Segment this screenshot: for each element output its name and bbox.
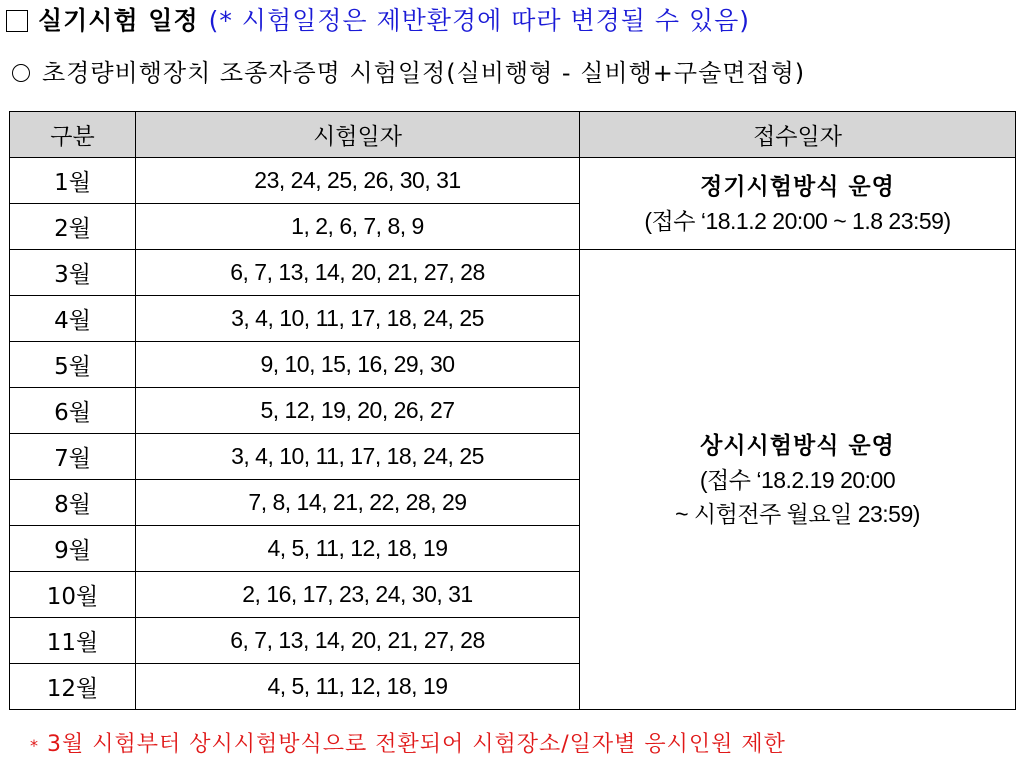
section-title-line [6, 2, 1020, 40]
exam-dates-cell: 1, 2, 6, 7, 8, 9 [136, 204, 580, 250]
section-title: 실기시험 일정 [38, 6, 199, 35]
exam-dates-cell: 3, 4, 10, 11, 17, 18, 24, 25 [136, 434, 580, 480]
exam-dates-cell: 6, 7, 13, 14, 20, 21, 27, 28 [136, 618, 580, 664]
exam-dates-cell: 3, 4, 10, 11, 17, 18, 24, 25 [136, 296, 580, 342]
exam-dates-cell: 6, 7, 13, 14, 20, 21, 27, 28 [136, 250, 580, 296]
column-header-exam-dates: 시험일자 [136, 112, 580, 158]
month-cell: 4월 [10, 296, 136, 342]
schedule-change-note: (* 시험일정은 제반환경에 따라 변경될 수 있음) [208, 6, 750, 35]
month-cell: 7월 [10, 434, 136, 480]
table-row [10, 158, 1016, 204]
regular-application-cell [580, 158, 1016, 250]
month-cell: 9월 [10, 526, 136, 572]
always-method-title: 상시시험방식 운영 [700, 432, 895, 459]
footer-note-text: 3월 시험부터 상시시험방식으로 전환되어 시험장소/일자별 응시인원 제한 [47, 732, 786, 757]
exam-dates-cell: 23, 24, 25, 26, 30, 31 [136, 158, 580, 204]
subtitle: 초경량비행장치 조종자증명 시험일정(실비행형 - 실비행+구술면접형) [42, 59, 806, 87]
always-application-period-end: ~ 시험전주 월요일 23:59) [675, 500, 920, 527]
exam-dates-cell: 5, 12, 19, 20, 26, 27 [136, 388, 580, 434]
month-cell: 5월 [10, 342, 136, 388]
column-header-category: 구분 [10, 112, 136, 158]
month-cell: 3월 [10, 250, 136, 296]
month-cell: 10월 [10, 572, 136, 618]
circle-bullet-icon [12, 64, 30, 82]
always-application-cell [580, 250, 1016, 710]
subtitle-line [12, 54, 1022, 92]
column-header-application-dates: 접수일자 [580, 112, 1016, 158]
exam-dates-cell: 4, 5, 11, 12, 18, 19 [136, 526, 580, 572]
exam-dates-cell: 7, 8, 14, 21, 22, 28, 29 [136, 480, 580, 526]
exam-dates-cell: 9, 10, 15, 16, 29, 30 [136, 342, 580, 388]
exam-schedule-table [9, 111, 1016, 710]
month-cell: 8월 [10, 480, 136, 526]
table-row [10, 250, 1016, 296]
month-cell: 1월 [10, 158, 136, 204]
month-cell: 11월 [10, 618, 136, 664]
always-application-period-start: (접수 ‘18.2.19 20:00 [699, 466, 896, 493]
month-cell: 12월 [10, 664, 136, 710]
footer-note [30, 728, 1020, 762]
regular-application-period: (접수 ‘18.1.2 20:00 ~ 1.8 23:59) [644, 207, 951, 234]
month-cell: 6월 [10, 388, 136, 434]
exam-dates-cell: 4, 5, 11, 12, 18, 19 [136, 664, 580, 710]
checkbox-square-icon [6, 10, 28, 32]
regular-method-title: 정기시험방식 운영 [700, 173, 895, 200]
exam-dates-cell: 2, 16, 17, 23, 24, 30, 31 [136, 572, 580, 618]
month-cell: 2월 [10, 204, 136, 250]
table-header-row [10, 112, 1016, 158]
asterisk-mark: * [30, 736, 39, 755]
